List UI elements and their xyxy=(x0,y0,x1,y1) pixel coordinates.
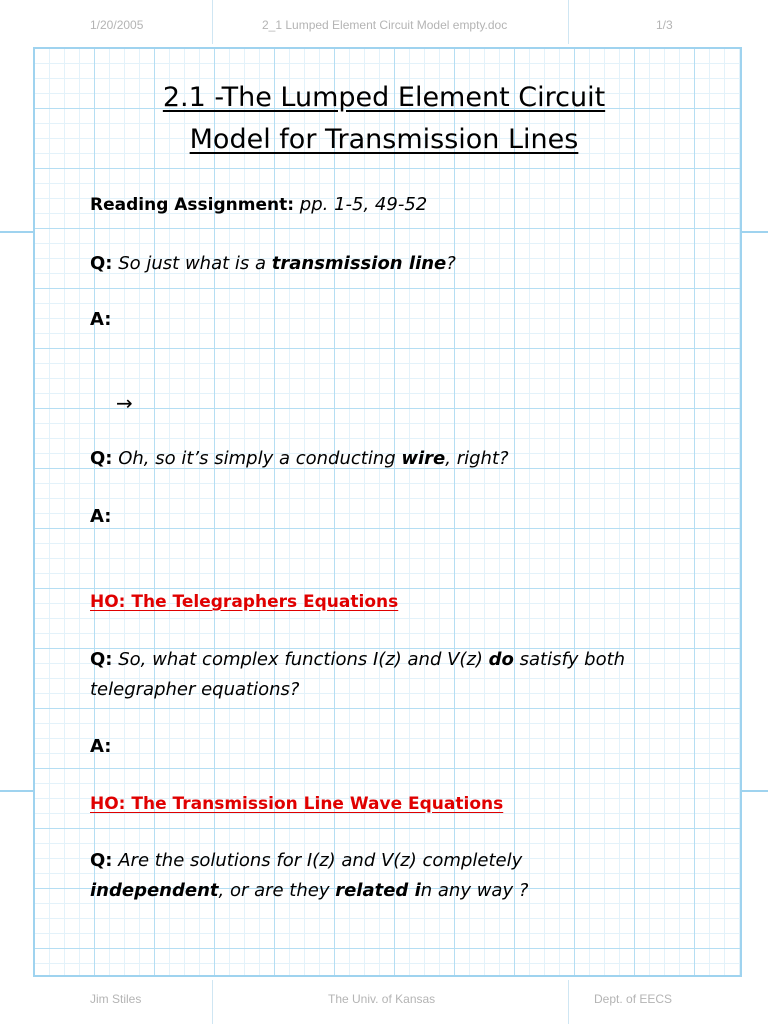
header-date: 1/20/2005 xyxy=(90,18,144,32)
page-title-line-1: 2.1 -The Lumped Element Circuit xyxy=(162,82,606,113)
handout-link-telegraphers-equations[interactable] xyxy=(90,592,398,612)
footer-university: The Univ. of Kansas xyxy=(328,992,436,1006)
handout-link-wave-equations[interactable] xyxy=(90,794,503,814)
margin-tick xyxy=(740,790,768,792)
page-title-line-2: Model for Transmission Lines xyxy=(189,124,579,155)
q4-term-related: related i xyxy=(335,880,421,901)
q2-text-end: , right? xyxy=(445,448,509,469)
q1-term-transmission-line: transmission line xyxy=(271,253,447,274)
a-label: A: xyxy=(90,506,112,527)
question-4 xyxy=(90,850,522,871)
margin-tick xyxy=(740,231,768,233)
q3-text-line-2: telegrapher equations? xyxy=(90,679,300,700)
header-divider-1 xyxy=(212,0,213,44)
footer-department: Dept. of EECS xyxy=(594,992,673,1006)
q3-term-do: do xyxy=(488,649,514,670)
page-footer xyxy=(0,984,768,1014)
q4-text-line-1: Are the solutions for I(z) and V(z) completely xyxy=(118,850,523,871)
margin-tick xyxy=(0,231,33,233)
header-filename: 2_1 Lumped Element Circuit Model empty.doc xyxy=(262,18,508,32)
q1-text-start: So just what is a xyxy=(118,253,272,274)
q2-text-start: Oh, so it’s simply a conducting xyxy=(118,448,402,469)
graph-paper-background xyxy=(33,47,742,977)
answer-2 xyxy=(90,506,111,527)
footer-divider-1 xyxy=(212,980,213,1024)
question-2 xyxy=(90,448,509,469)
footer-divider-2 xyxy=(568,980,569,1024)
handout-2-text[interactable]: HO: The Transmission Line Wave Equations xyxy=(90,794,504,814)
reading-assignment xyxy=(90,194,427,215)
q1-text-end: ? xyxy=(446,253,456,274)
q-label: Q: xyxy=(90,850,113,871)
q4-term-independent: independent xyxy=(90,880,219,901)
q3-text-end: satisfy both xyxy=(513,649,626,670)
q4-text-end: n any way ? xyxy=(420,880,529,901)
handout-1-text[interactable]: HO: The Telegraphers Equations xyxy=(90,592,399,612)
arrow-icon: → xyxy=(116,391,133,415)
margin-tick xyxy=(0,790,33,792)
reading-assignment-label: Reading Assignment: xyxy=(90,195,295,215)
question-3 xyxy=(90,649,625,670)
question-3-line-2 xyxy=(90,679,299,700)
q3-text-start: So, what complex functions I(z) and V(z) xyxy=(118,649,489,670)
reading-assignment-pages: pp. 1-5, 49-52 xyxy=(299,194,428,215)
a-label: A: xyxy=(90,736,112,757)
page-header xyxy=(0,10,768,40)
a-label: A: xyxy=(90,309,112,330)
q-label: Q: xyxy=(90,649,113,670)
q-label: Q: xyxy=(90,253,113,274)
header-page-number: 1/3 xyxy=(656,18,673,32)
answer-3 xyxy=(90,736,111,757)
question-4-line-2 xyxy=(90,880,528,901)
footer-author: Jim Stiles xyxy=(90,992,142,1006)
q4-text-mid: , or are they xyxy=(218,880,336,901)
q2-term-wire: wire xyxy=(401,448,446,469)
q-label: Q: xyxy=(90,448,113,469)
question-1 xyxy=(90,253,456,274)
header-divider-2 xyxy=(568,0,569,44)
answer-1 xyxy=(90,309,111,330)
